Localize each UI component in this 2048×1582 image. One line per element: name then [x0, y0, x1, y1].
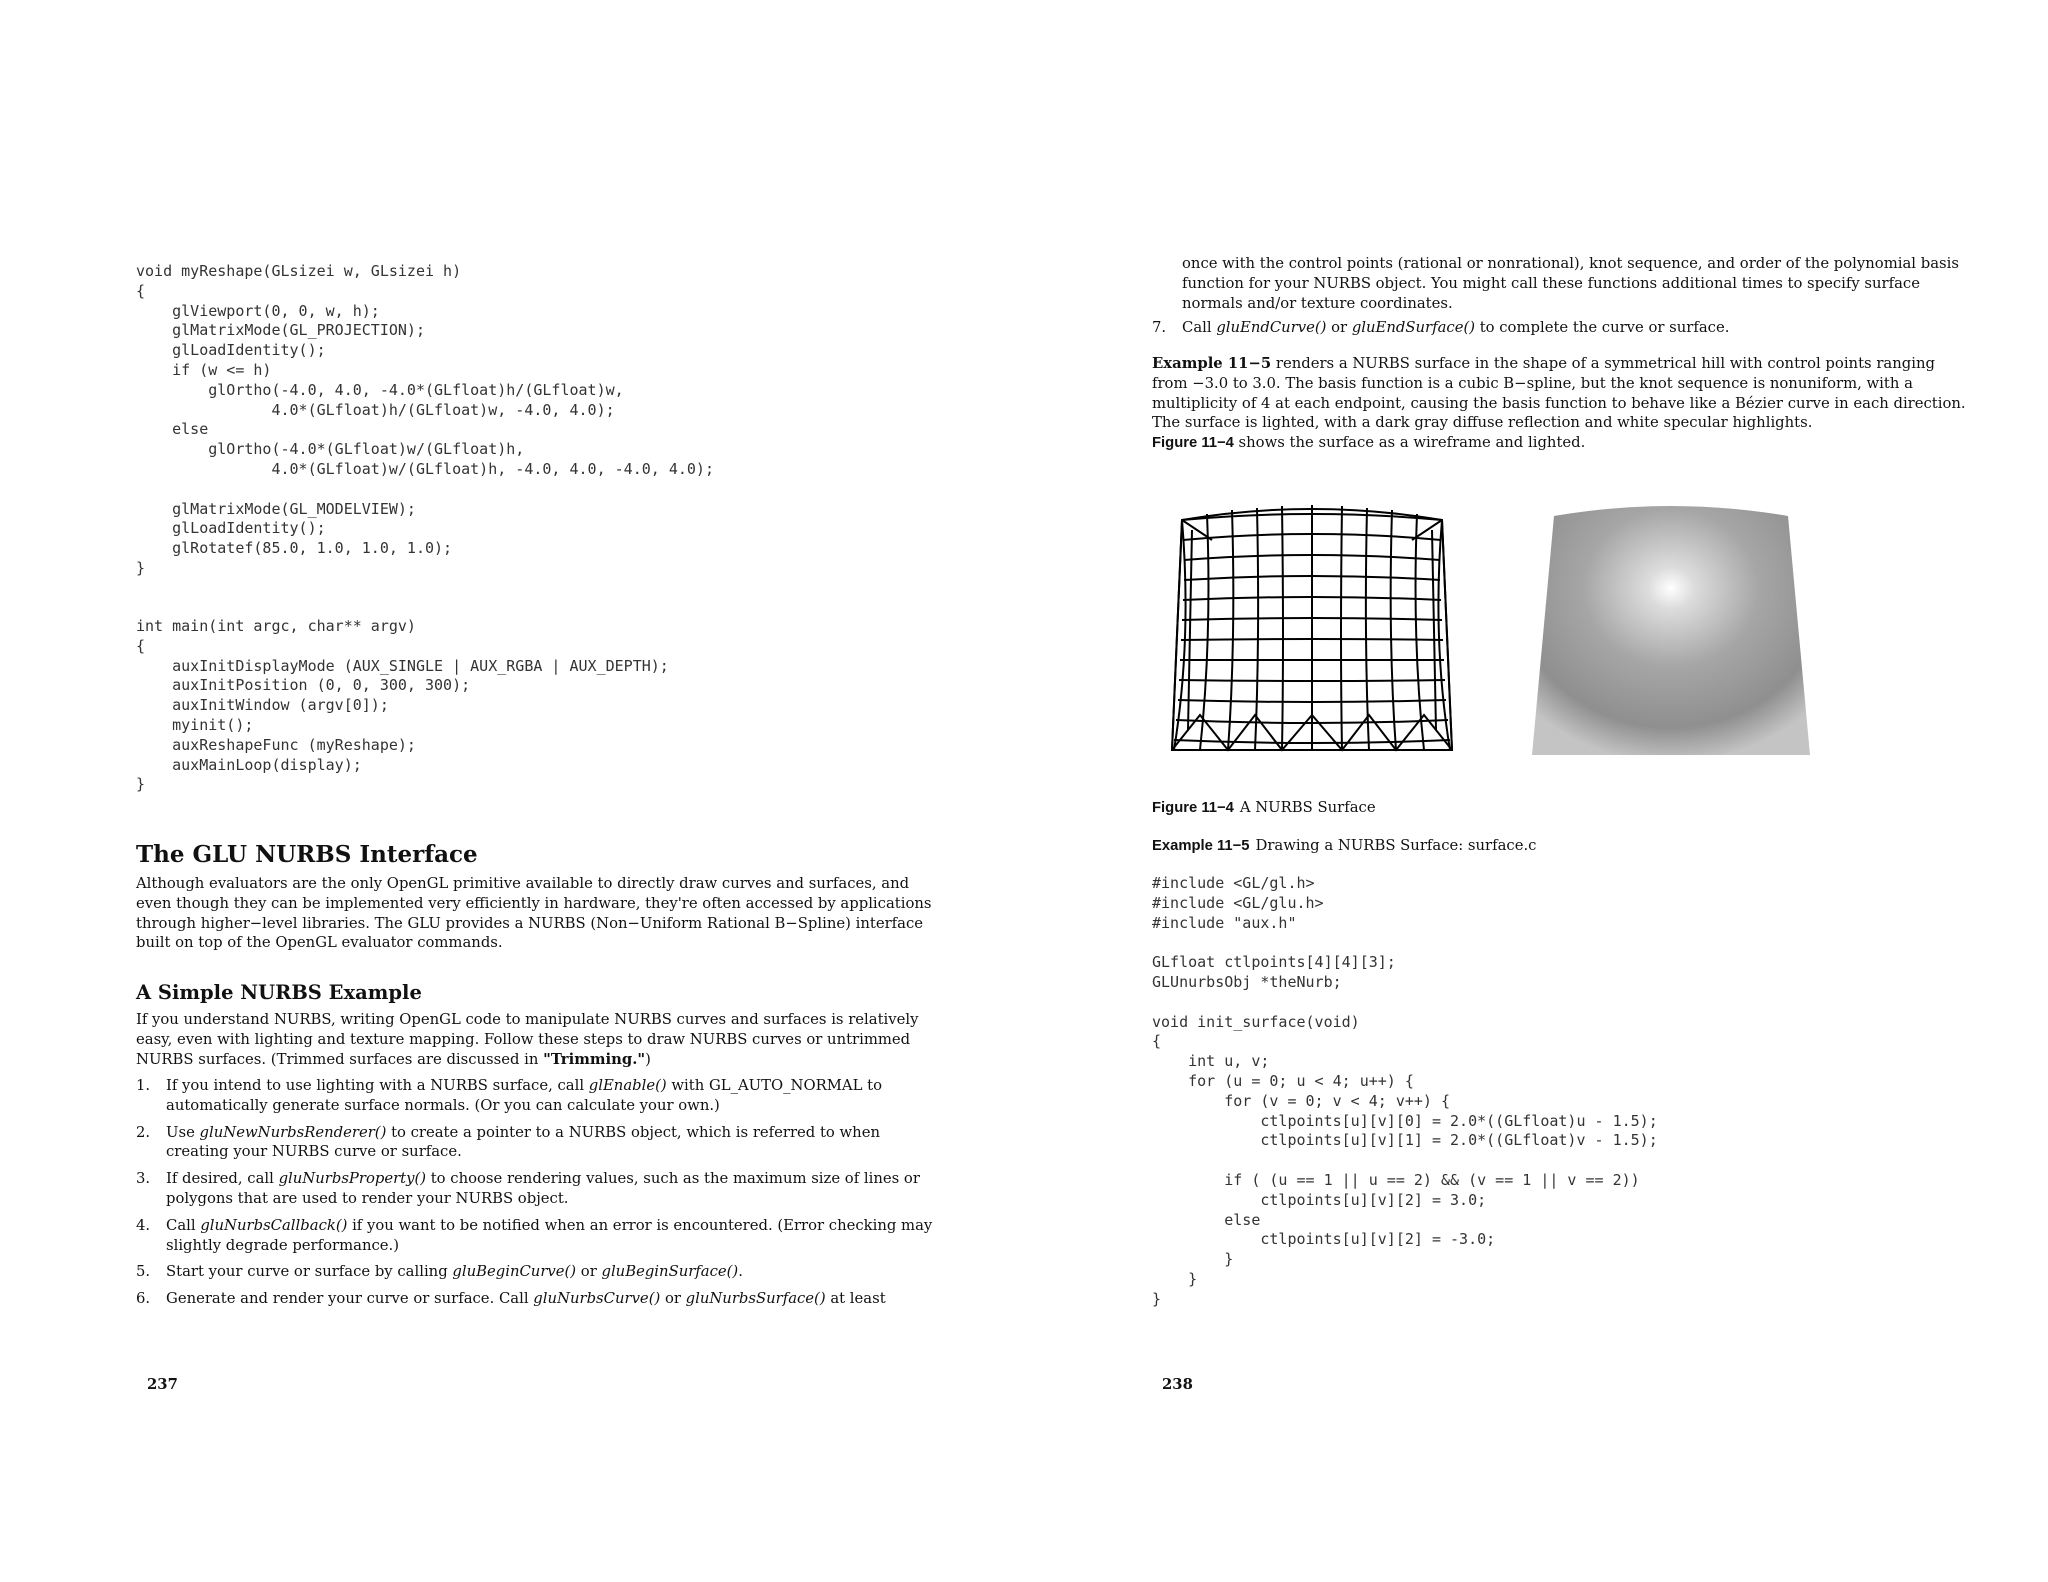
- code-block-myreshape: void myReshape(GLsizei w, GLsizei h) { glViewport(0, 0, w, h); glMatrixMode(GL_PROJECTION); glLoadIdentity(); if (w <= h) glOrtho(-4.0, 4.0, -4.0*(GLfloat)h/(GLfloat)w, 4.0*(GLfloat)h/(GLfloat)w, -4.0, 4.0); else glOrtho(-4.0*(GLfloat)w/(GLfloat)h, 4.0*(GLfloat)w/(GLfloat)h, -4.0, 4.0, -4.0, 4.0); glMatrixMode(GL_MODELVIEW); glLoadIdentity(); glRotatef(85.0, 1.0, 1.0, 1.0); }: [136, 262, 714, 577]
- nurbs-wireframe-image: [1152, 500, 1472, 760]
- example-caption-text: Drawing a NURBS Surface: surface.c: [1255, 837, 1537, 854]
- step-text: Call: [166, 1216, 201, 1234]
- step-text: to complete the curve or surface.: [1475, 319, 1730, 336]
- step-text: Start your curve or surface by calling: [166, 1263, 453, 1281]
- step6-continued: once with the control points (rational or nonrational), knot sequence, and order of the polynomial basis function for your NURBS object. You might call these functions additional times to specify surface normals and/or texture coordinates.: [1182, 255, 1959, 312]
- step-number: 1.: [136, 1077, 151, 1094]
- function-name: gluEndCurve(): [1216, 319, 1327, 336]
- step-text: with GL_AUTO_NORMAL to automatically generate surface normals. (Or you can calculate your own.): [166, 1077, 882, 1114]
- step-text: If desired, call: [166, 1170, 279, 1188]
- function-name: gluBeginCurve(): [452, 1263, 577, 1281]
- step-text: or: [1326, 319, 1352, 336]
- function-name: gluNurbsCurve(): [533, 1290, 661, 1308]
- section-title: The GLU NURBS Interface: [136, 841, 478, 868]
- page-number: 238: [1162, 1376, 1193, 1393]
- step-text: at least: [825, 1290, 886, 1308]
- figure-caption: [1152, 798, 1376, 819]
- function-name: gluNewNurbsRenderer(): [199, 1123, 387, 1141]
- step-text: Generate and render your curve or surface. Call: [166, 1290, 534, 1308]
- step-text: to choose rendering values, such as the maximum size of lines or polygons that are used to render your NURBS object.: [166, 1170, 920, 1207]
- intro-paragraph: Although evaluators are the only OpenGL primitive available to directly draw curves and surfaces, and even though they can be implemented very efficiently in hardware, they're often accessed by applications through higher−level libraries. The GLU provides a NURBS (Non−Uniform Rational B−Spline) interface built on top of the OpenGL evaluator commands.: [136, 875, 932, 952]
- code-block-surface: #include <GL/gl.h> #include <GL/glu.h> #include "aux.h" GLfloat ctlpoints[4][4][3]; GLUnurbsObj *theNurb; void init_surface(void) { int u, v; for (u = 0; u < 4; u++) { for (v = 0; v < 4; v++) { ctlpoints[u][v][0] = 2.0*((GLfloat)u - 1.5); ctlpoints[u][v][1] = 2.0*((GLfloat)v - 1.5); if ( (u == 1 || u == 2) && (v == 1 || v == 2)) ctlpoints[u][v][2] = 3.0; else ctlpoints[u][v][2] = -3.0; } } }: [1152, 874, 1658, 1308]
- right-page: [1024, 0, 2048, 1582]
- list-item: [136, 1076, 936, 1116]
- figure-caption-text: A NURBS Surface: [1239, 799, 1376, 816]
- step-text: .: [738, 1263, 743, 1281]
- function-name: gluNurbsCallback(): [200, 1216, 348, 1234]
- nurbs-lighted-image: [1526, 500, 1816, 760]
- trimming-link[interactable]: "Trimming.": [543, 1050, 646, 1068]
- example-caption: [1152, 836, 1536, 857]
- code-block-main: int main(int argc, char** argv) { auxInitDisplayMode (AUX_SINGLE | AUX_RGBA | AUX_DEPTH); auxInitPosition (0, 0, 300, 300); auxInitWindow (argv[0]); myinit(); auxReshapeFunc (myReshape); auxMainLoop(display); }: [136, 617, 669, 794]
- function-name: glEnable(): [588, 1077, 667, 1094]
- steps-list-continued: [1152, 318, 1952, 345]
- step-number: 7.: [1152, 319, 1167, 336]
- example-caption-label: Example 11−5: [1152, 838, 1250, 854]
- step-text: If you intend to use lighting with a NURBS surface, call: [166, 1077, 589, 1094]
- example-ref-link[interactable]: Example 11−5: [1152, 355, 1272, 372]
- example-paragraph-text: renders a NURBS surface in the shape of a symmetrical hill with control points ranging from −3.0 to 3.0. The basis function is a cubic B−spline, but the knot sequence is nonuniform, with a multiplicity of 4 at each endpoint, causing the basis function to behave like a Bézier curve in each direction. The surface is lighted, with a dark gray diffuse reflection and white specular highlights.: [1152, 355, 1966, 432]
- nurbs-paragraph-end: ): [645, 1050, 651, 1068]
- list-item: [136, 1262, 936, 1282]
- step-text: to create a pointer to a NURBS object, which is referred to when creating your NURBS curve or surface.: [166, 1123, 880, 1161]
- step-number: 4.: [136, 1216, 151, 1234]
- function-name: gluNurbsProperty(): [278, 1170, 427, 1188]
- step-text: or: [660, 1290, 686, 1308]
- step-text: Use: [166, 1123, 200, 1141]
- list-item: [136, 1123, 936, 1163]
- step-number: 3.: [136, 1170, 151, 1188]
- nurbs-paragraph-text: If you understand NURBS, writing OpenGL code to manipulate NURBS curves and surfaces is relatively easy, even with lighting and texture mapping. Follow these steps to draw NURBS curves or untrimmed NURBS surfaces. (Trimmed surfaces are discussed in: [136, 1011, 919, 1068]
- page-number: 237: [147, 1376, 178, 1393]
- steps-list: [136, 1076, 936, 1316]
- figure-ref-text: shows the surface as a wireframe and lighted.: [1233, 434, 1586, 452]
- function-name: gluBeginSurface(): [601, 1263, 739, 1281]
- list-item: [1152, 318, 1952, 338]
- subsection-title: A Simple NURBS Example: [136, 981, 422, 1004]
- figure-caption-label: Figure 11−4: [1152, 800, 1234, 816]
- step-text: if you want to be notified when an error is encountered. (Error checking may slightly degrade performance.): [166, 1216, 933, 1254]
- function-name: gluNurbsSurface(): [685, 1290, 826, 1308]
- step-text: Call: [1182, 319, 1217, 336]
- step-number: 2.: [136, 1123, 151, 1141]
- figure-ref-link[interactable]: Figure 11−4: [1152, 435, 1234, 452]
- list-item: [136, 1216, 936, 1256]
- list-item: [136, 1169, 936, 1209]
- function-name: gluEndSurface(): [1351, 319, 1475, 336]
- step-number: 6.: [136, 1290, 151, 1308]
- step-text: or: [576, 1263, 602, 1281]
- nurbs-paragraph: [136, 1010, 936, 1069]
- example-paragraph: [1152, 354, 1972, 454]
- list-item: [136, 1289, 936, 1309]
- step-number: 5.: [136, 1263, 151, 1281]
